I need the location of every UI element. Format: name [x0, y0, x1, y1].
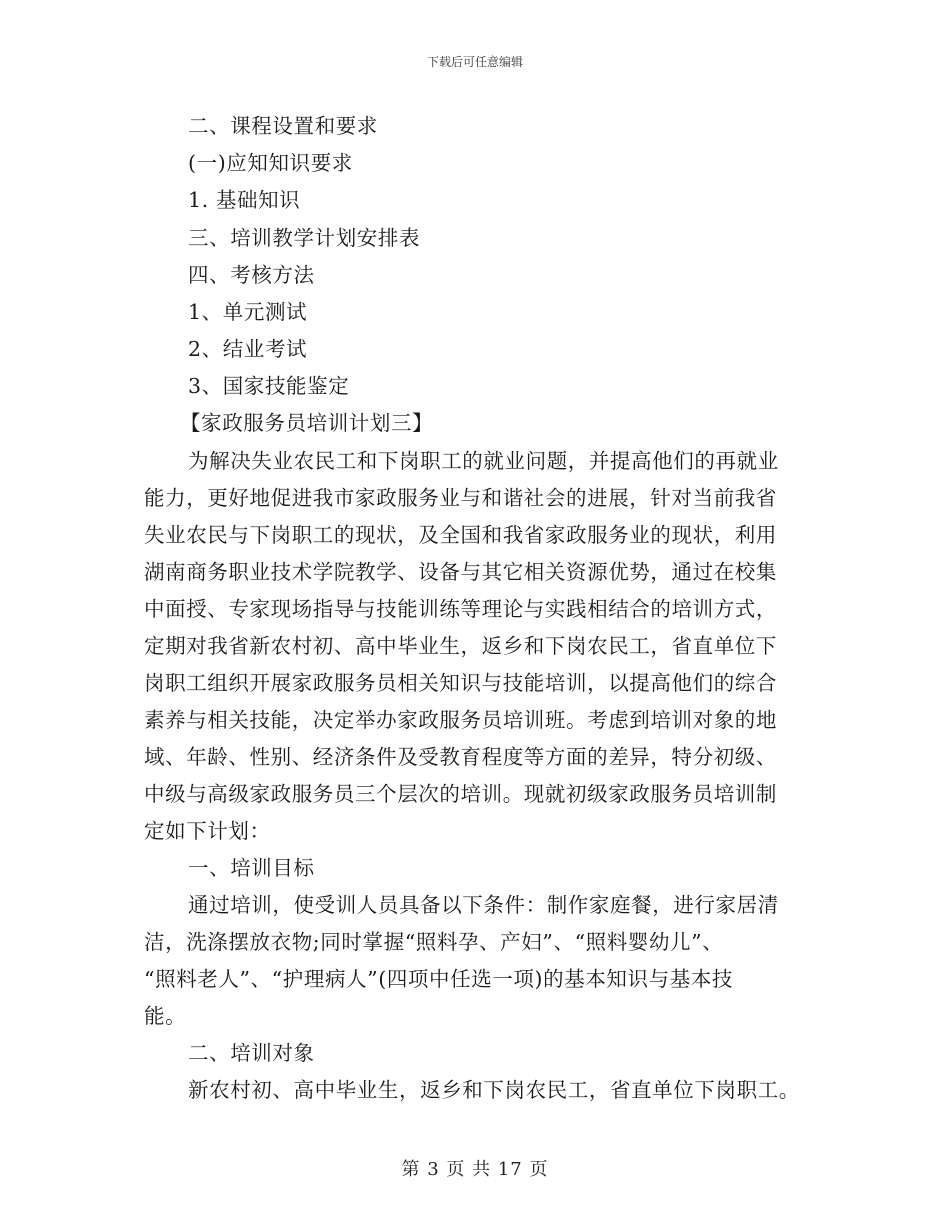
paragraph-line: 通过培训，使受训人员具备以下条件：制作家庭餐，进行家居清	[188, 893, 779, 917]
paragraph-line: 定如下计划：	[144, 819, 271, 843]
paragraph-line: 为解决失业农民工和下岗职工的就业问题，并提高他们的再就业	[188, 449, 779, 473]
outline-item: (一)应知知识要求	[188, 151, 353, 175]
paragraph-line: 岗职工组织开展家政服务员相关知识与技能培训，以提高他们的综合	[144, 671, 777, 695]
paragraph-line: 失业农民与下岗职工的现状，及全国和我省家政服务业的现状，利用	[144, 523, 777, 547]
paragraph-line: 中级与高级家政服务员三个层次的培训。现就初级家政服务员培训制	[144, 782, 777, 806]
outline-item: 四、考核方法	[188, 263, 315, 287]
outline-item: 1. 基础知识	[188, 188, 301, 212]
paragraph-line: 湖南商务职业技术学院教学、设备与其它相关资源优势，通过在校集	[144, 560, 777, 584]
paragraph-line: 新农村初、高中毕业生，返乡和下岗农民工，省直单位下岗职工。	[188, 1078, 800, 1102]
section-heading: 二、培训对象	[188, 1041, 315, 1065]
paragraph-line: 能。	[144, 1004, 187, 1028]
paragraph-line: 能力，更好地促进我市家政服务业与和谐社会的进展，针对当前我省	[144, 486, 777, 510]
outline-item: 三、培训教学计划安排表	[188, 226, 421, 250]
section-title: 【家政服务员培训计划三】	[180, 411, 434, 435]
paragraph-line: 洁，洗涤摆放衣物;同时掌握“照料孕、产妇”、“照料婴幼儿”、	[144, 930, 724, 954]
paragraph-line: 素养与相关技能，决定举办家政服务员培训班。考虑到培训对象的地	[144, 708, 777, 732]
page-header-note: 下载后可任意编辑	[426, 55, 523, 69]
paragraph-line: “照料老人”、“护理病人”(四项中任选一项)的基本知识与基本技	[144, 967, 734, 991]
paragraph-line: 中面授、专家现场指导与技能训练等理论与实践相结合的培训方式，	[144, 597, 777, 621]
outline-item: 1、单元测试	[188, 300, 308, 324]
outline-item: 3、国家技能鉴定	[188, 374, 350, 398]
outline-item: 二、课程设置和要求	[188, 114, 378, 138]
section-heading: 一、培训目标	[188, 856, 315, 880]
paragraph-line: 域、年龄、性别、经济条件及受教育程度等方面的差异，特分初级、	[144, 745, 777, 769]
outline-item: 2、结业考试	[188, 337, 308, 361]
paragraph-line: 定期对我省新农村初、高中毕业生，返乡和下岗农民工，省直单位下	[144, 634, 777, 658]
page-number-footer: 第 3 页 共 17 页	[401, 1159, 549, 1180]
